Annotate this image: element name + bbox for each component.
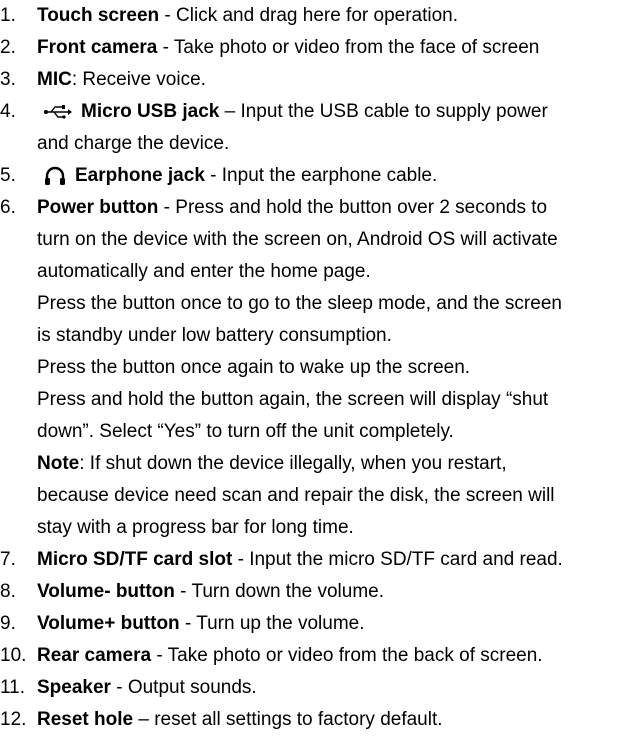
item-description: - Press and hold the button over 2 seconds to	[158, 197, 548, 218]
item-description: - Turn up the volume.	[179, 613, 365, 634]
note-label: Note	[37, 453, 80, 474]
item-description: - Input the earphone cable.	[204, 165, 438, 186]
item-description: - Take photo or video from the back of screen.	[151, 645, 543, 666]
item-number: 8.	[0, 581, 16, 602]
item-title: Front camera	[37, 37, 158, 58]
list-item-volume-down	[0, 576, 643, 608]
item-number: 2.	[0, 37, 16, 58]
item-description: - Click and drag here for operation.	[159, 5, 459, 26]
item-number: 12.	[0, 709, 27, 730]
list-item-reset-hole	[0, 704, 643, 736]
item-title: Micro USB jack	[81, 101, 220, 122]
item-number: 7.	[0, 549, 16, 570]
usb-icon	[43, 105, 73, 119]
item-number: 4.	[0, 101, 16, 122]
item-number: 1.	[0, 5, 16, 26]
item-title: Touch screen	[37, 5, 160, 26]
list-item-earphone-jack	[0, 160, 643, 192]
power-button-note	[0, 448, 643, 480]
list-item-continuation: and charge the device.	[37, 133, 230, 154]
list-item-front-camera	[0, 32, 643, 64]
list-item-continuation: is standby under low battery consumption.	[37, 325, 392, 346]
list-item-speaker	[0, 672, 643, 704]
item-description: - Take photo or video from the face of screen	[157, 37, 540, 58]
item-number: 6.	[0, 197, 16, 218]
item-title: Reset hole	[37, 709, 134, 730]
item-title: MIC	[37, 69, 72, 90]
item-title: Micro SD/TF card slot	[37, 549, 233, 570]
list-item-micro-usb-jack	[0, 96, 643, 128]
item-description: - Input the micro SD/TF card and read.	[232, 549, 563, 570]
list-item-continuation: turn on the device with the screen on, Android OS will activate	[37, 229, 558, 250]
item-description: - Turn down the volume.	[174, 581, 385, 602]
item-description: : Receive voice.	[71, 69, 206, 90]
item-title: Power button	[37, 197, 159, 218]
list-item-continuation: because device need scan and repair the disk, the screen will	[37, 485, 555, 506]
item-number: 5.	[0, 165, 16, 186]
list-item-continuation: Press the button once again to wake up the screen.	[37, 357, 471, 378]
item-description: – Input the USB cable to supply power	[219, 101, 548, 122]
item-title: Earphone jack	[75, 165, 205, 186]
list-item-rear-camera	[0, 640, 643, 672]
list-item-continuation: Press the button once to go to the sleep mode, and the screen	[37, 293, 562, 314]
list-item-power-button	[0, 192, 643, 224]
list-item-sd-card-slot	[0, 544, 643, 576]
list-item-touch-screen	[0, 0, 643, 32]
item-number: 10.	[0, 645, 27, 666]
item-number: 9.	[0, 613, 16, 634]
headphone-icon	[43, 165, 67, 187]
list-item-continuation: Press and hold the button again, the screen will display “shut	[37, 389, 549, 410]
item-title: Rear camera	[37, 645, 152, 666]
item-title: Speaker	[37, 677, 111, 698]
item-number: 3.	[0, 69, 16, 90]
list-item-continuation: stay with a progress bar for long time.	[37, 517, 354, 538]
item-number: 11.	[0, 677, 26, 698]
list-item-mic	[0, 64, 643, 96]
list-item-volume-up	[0, 608, 643, 640]
list-item-continuation: automatically and enter the home page.	[37, 261, 371, 282]
item-title: Volume- button	[37, 581, 175, 602]
item-title: Volume+ button	[37, 613, 180, 634]
item-description: – reset all settings to factory default.	[133, 709, 443, 730]
item-description: - Output sounds.	[110, 677, 257, 698]
note-text: : If shut down the device illegally, when you restart,	[79, 453, 507, 474]
list-item-continuation: down”. Select “Yes” to turn off the unit completely.	[37, 421, 454, 442]
